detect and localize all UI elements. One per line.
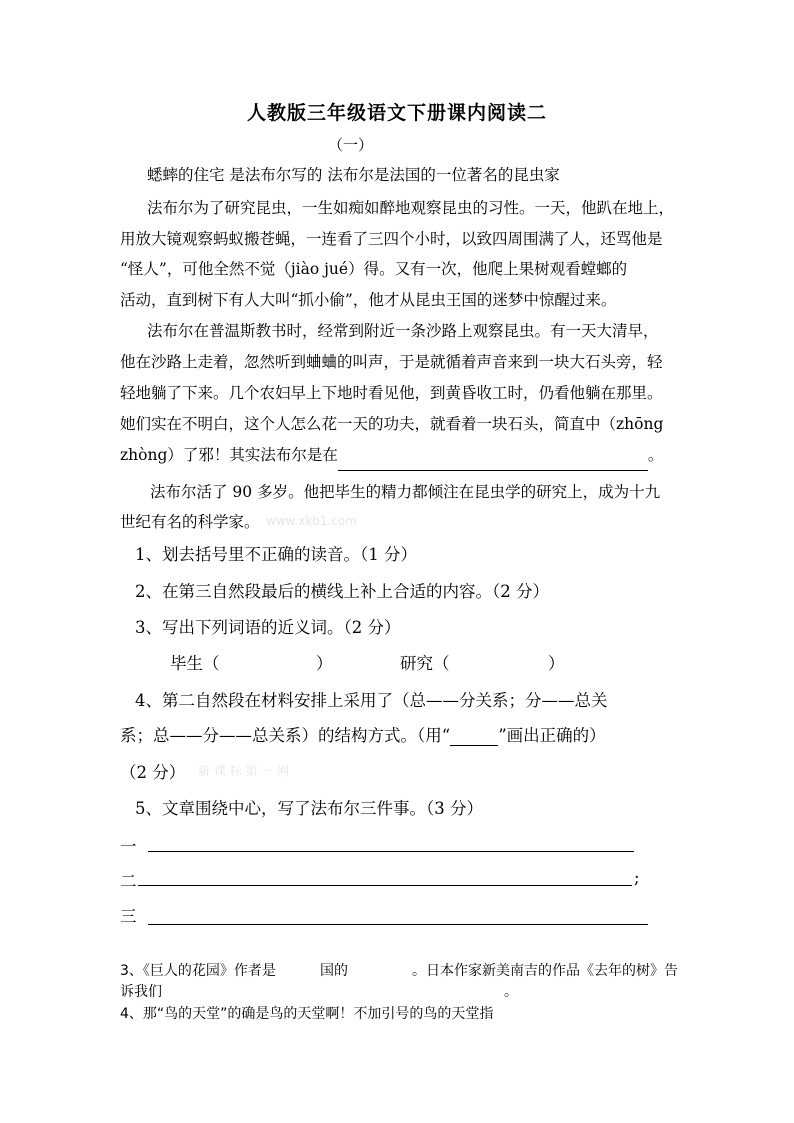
- passage-line: 用放大镜观察蚂蚁搬苍蝇，一连看了三四个小时，以致四周围满了人，还骂他是: [120, 230, 663, 248]
- passage-text: 。: [647, 446, 664, 464]
- passage-line: “怪人”，可他全然不觉（jiào jué）得。又有一次，他爬上果树观看螳螂的: [120, 260, 628, 278]
- passage-line: 世纪有名的科学家。: [120, 513, 260, 531]
- answer-1-label: 一: [120, 837, 137, 856]
- question-3: 3、写出下列词语的近义词。（2 分）: [135, 618, 401, 637]
- extra-line: 4、那“鸟的天堂”的确是鸟的天堂啊！不加引号的鸟的天堂指: [120, 1006, 494, 1022]
- answer-2-line[interactable]: [138, 885, 632, 886]
- section-number: （一）: [328, 136, 374, 154]
- passage-line: 他在沙路上走着，忽然听到蛐蛐的叫声，于是就循着声音来到一块大石头旁，轻: [120, 353, 663, 371]
- passage-line: 法布尔活了 90 多岁。他把毕生的精力都倾注在昆虫学的研究上，成为十九: [150, 483, 661, 501]
- answer-1-line[interactable]: [148, 851, 634, 852]
- question-4: 4、第二自然段在材料安排上采用了（总——分关系；分——总关: [135, 691, 608, 710]
- synonym-2-label: 研究（: [400, 654, 450, 673]
- passage-text: zhòng）了邪！其实法布尔是在: [120, 446, 338, 464]
- extra-line-end: 。: [504, 984, 518, 1000]
- passage-line: 轻地躺了下来。几个农妇早上下地时看见他，到黄昏收工时，仍看他躺在那里。: [120, 384, 663, 402]
- passage-line: [120, 440, 663, 471]
- answer-3-line[interactable]: [148, 924, 648, 925]
- passage-line: 法布尔为了研究昆虫，一生如痴如醉地观察昆虫的习性。一天，他趴在地上，: [147, 199, 675, 217]
- answer-2-end: ;: [634, 868, 640, 887]
- synonym-1-label: 毕生（: [170, 654, 220, 673]
- question-5: 5、文章围绕中心，写了法布尔三件事。（3 分）: [135, 799, 483, 818]
- extra-line: 3、《巨人的花园》作者是: [120, 963, 276, 979]
- passage-line: 法布尔在普温斯教书时，经常到附近一条沙路上观察昆虫。有一天大清早，: [147, 322, 659, 340]
- synonym-2-close: ）: [548, 654, 565, 673]
- underline-sample: [450, 726, 498, 746]
- fill-blank[interactable]: [338, 440, 648, 471]
- question-4-line: [120, 722, 606, 746]
- question-4-text: 系；总——分——总关系）的结构方式。（用“: [120, 726, 451, 745]
- watermark: 新 课 标 第 一 网: [198, 764, 290, 778]
- passage-line: 活动，直到树下有人大叫“抓小偷”，他才从昆虫王国的迷梦中惊醒过来。: [120, 291, 617, 309]
- question-4-text: ”画出正确的）: [498, 726, 606, 745]
- question-4-score: （2 分）: [120, 763, 186, 782]
- question-2: 2、在第三自然段最后的横线上补上合适的内容。（2 分）: [135, 582, 549, 601]
- synonym-1-close: ）: [316, 654, 333, 673]
- extra-line: 国的: [320, 963, 348, 979]
- passage-line: 她们实在不明白，这个人怎么花一天的功夫，就看着一块石头，简直中（zhōng: [120, 415, 664, 433]
- extra-line: 诉我们: [120, 984, 162, 1000]
- page-title: 人教版三年级语文下册课内阅读二: [246, 102, 547, 124]
- question-1: 1、划去括号里不正确的读音。（1 分）: [135, 545, 417, 564]
- answer-3-label: 三: [120, 907, 137, 926]
- passage-line: 蟋蟀的住宅 是法布尔写的 法布尔是法国的一位著名的昆虫家: [147, 166, 560, 184]
- answer-2-label: 二: [120, 872, 137, 891]
- watermark: www.xkb1.com: [266, 514, 357, 528]
- extra-line: 。日本作家新美南吉的作品《去年的树》告: [412, 963, 678, 979]
